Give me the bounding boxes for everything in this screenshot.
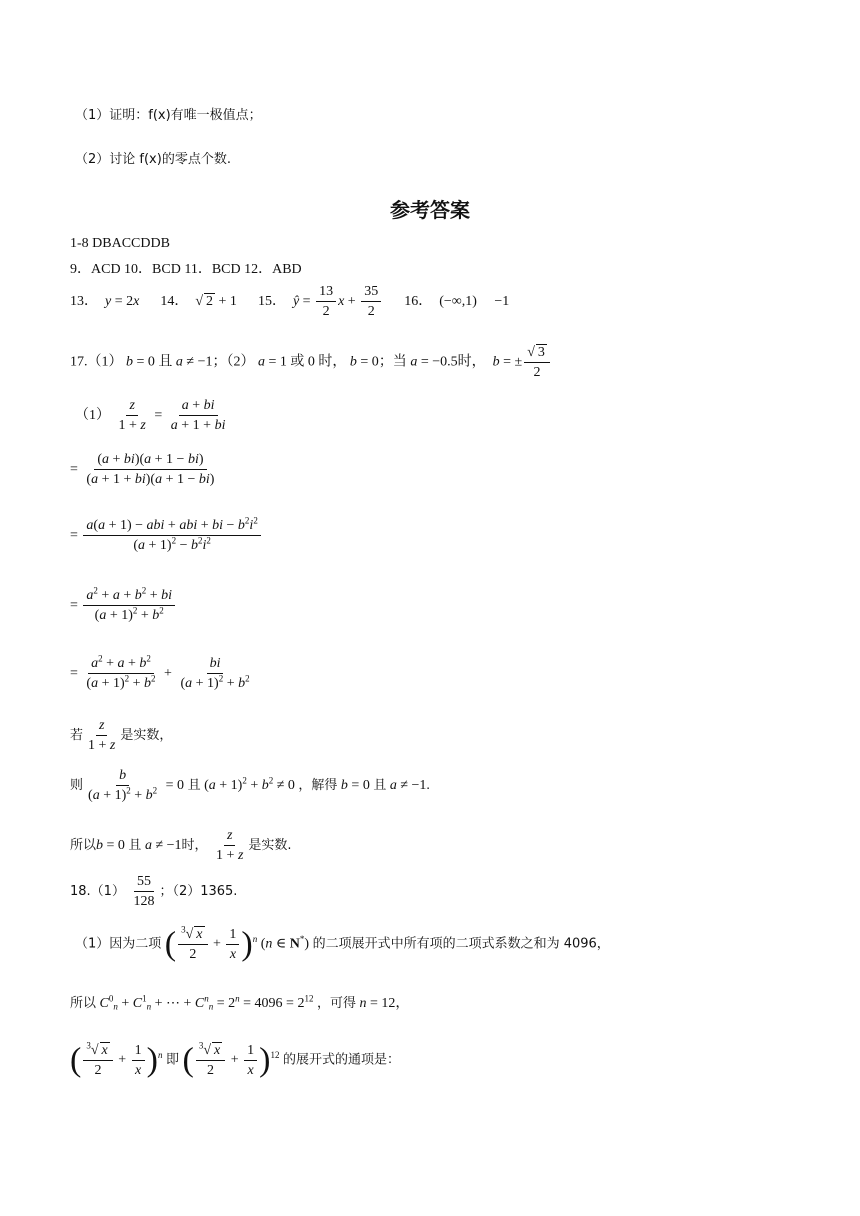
q17-summary-prefix: 17.（1） xyxy=(70,354,123,370)
answers-13-16 xyxy=(70,284,509,320)
q17-sep: ；（2） xyxy=(212,354,255,370)
q17-step-2: = $\frac{(a + bi)(a + 1 - bi)}{(a + 1 + bi)(a + 1 - bi)}$ xyxy=(70,452,215,488)
q17-is-real2: 是实数. xyxy=(248,838,292,854)
q18-ie: 即 xyxy=(165,1052,179,1068)
answer-15-label: 15． xyxy=(257,294,286,310)
q18-expansion: ( $\frac{^3√ x}{2}$ + $\frac{1}{x}$ )$^n$ 即 ( $\frac{^3√ x}{2}$ + $\frac{1}{x}$ )$^{12}$ 的展开式的通项是： xyxy=(70,1040,400,1079)
q18-label: 18.（1） xyxy=(70,884,125,900)
answer-14-label: 14． xyxy=(160,294,189,310)
problem-part-2 xyxy=(75,152,231,168)
answer-13-math: y = 2x xyxy=(105,294,140,310)
section-title: 参考答案 xyxy=(390,198,470,222)
q17-is-real: 是实数， xyxy=(120,728,173,744)
q18-because-word: （1）因为二项 xyxy=(75,936,162,952)
q17-so: 所以 xyxy=(70,838,97,854)
q18-sep: ；（2）1365. xyxy=(159,884,238,900)
answer-13-label: 13． xyxy=(70,294,98,310)
q17-time: 时， xyxy=(181,838,208,854)
answers-9-12: 9．ACD 10．BCD 11．BCD 12．ABD xyxy=(70,262,302,277)
q17-conclusion: 所以b = 0 且 a ≠ −1时， $\frac{z}{1 + z}$ 是实数. xyxy=(70,828,292,864)
problem-part-1 xyxy=(75,108,262,124)
answer-16-math: (−∞,1) −1 xyxy=(439,294,510,310)
q17-step-3: = $\frac{a(a + 1) - abi + abi + bi - b^2i^2}{(a + 1)^2 - b^2i^2}$ xyxy=(70,518,263,554)
q17-if-real: 若 $\frac{z}{1 + z}$ 是实数， xyxy=(70,718,173,754)
q17-and3: 且 xyxy=(373,778,387,794)
q18-get: ，可得 xyxy=(316,996,356,1011)
q17-solve: ，解得 xyxy=(298,778,338,794)
q17-step-5: = $\frac{a^2 + a + b^2}{(a + 1)^2 + b^2}$ + $\frac{bi}{(a + 1)^2 + b^2}$ xyxy=(70,653,250,692)
q18-because: （1）因为二项 ( $\frac{^3√ x}{2}$ + $\frac{1}{x}$ )$^n$ (n ∈ N*) 的二项展开式中所有项的二项式系数之和为 4096， xyxy=(75,924,610,963)
answers-1-8: 1-8 DBACCDDB xyxy=(70,236,170,251)
answer-14-math: √ 2 + 1 xyxy=(195,294,237,310)
q18-summary: 18.（1） $\frac{55}{128}$ ；（2）1365. xyxy=(70,874,238,910)
answer-15-math: ŷ = $\frac{13}{2}$ x + $\frac{35}{2}$ xyxy=(293,294,383,309)
problem-part-1-text: （1）证明：f(x)有唯一极值点； xyxy=(75,108,262,123)
q17-summary: 17.（1） b = 0 且 a ≠ −1；（2） a = 1 或 0 时， b = 0；当 a = −0.5时， b = ± $\frac{√ 3}{2}$ xyxy=(70,344,552,381)
q17-when-suffix: 时， xyxy=(457,354,486,370)
q17-or-zero: 或 0 时， xyxy=(290,354,347,370)
q17-step-1: （1） $\frac{z}{1 + z}$ = $\frac{a + bi}{a + 1 + bi}$ xyxy=(75,398,226,434)
answer-16-label: 16． xyxy=(404,294,433,310)
q18-sum: 所以 $C^0_n + C^1_n$ + ⋯ + $C^n_n = 2^n = 4096 = 2^{12}$ ，可得 n = 12， xyxy=(70,993,410,1012)
q18-because-tail: 的二项展开式中所有项的二项式系数之和为 4096， xyxy=(312,936,610,952)
q17-then-word: 则 xyxy=(70,778,84,794)
q17-and: 且 xyxy=(158,354,173,370)
problem-part-2-text: （2）讨论 f(x)的零点个数. xyxy=(75,152,231,167)
q17-if: 若 xyxy=(70,728,84,744)
q18-general-term: 的展开式的通项是： xyxy=(282,1052,400,1068)
q17-when: ；当 xyxy=(378,354,407,370)
q17-step-4: = $\frac{a^2 + a + b^2 + bi}{(a + 1)^2 + b^2}$ xyxy=(70,588,177,624)
q18-so: 所以 xyxy=(70,996,97,1011)
q17-then: 则 $\frac{b}{(a + 1)^2 + b^2}$ = 0 且 $(a + 1)^2 + b^2 \ne 0$ ，解得 b = 0 且 a ≠ −1. xyxy=(70,768,430,804)
q17-part1-label: （1） xyxy=(75,408,110,424)
q17-and4: 且 xyxy=(128,838,142,854)
q17-and2: 且 xyxy=(187,778,201,794)
